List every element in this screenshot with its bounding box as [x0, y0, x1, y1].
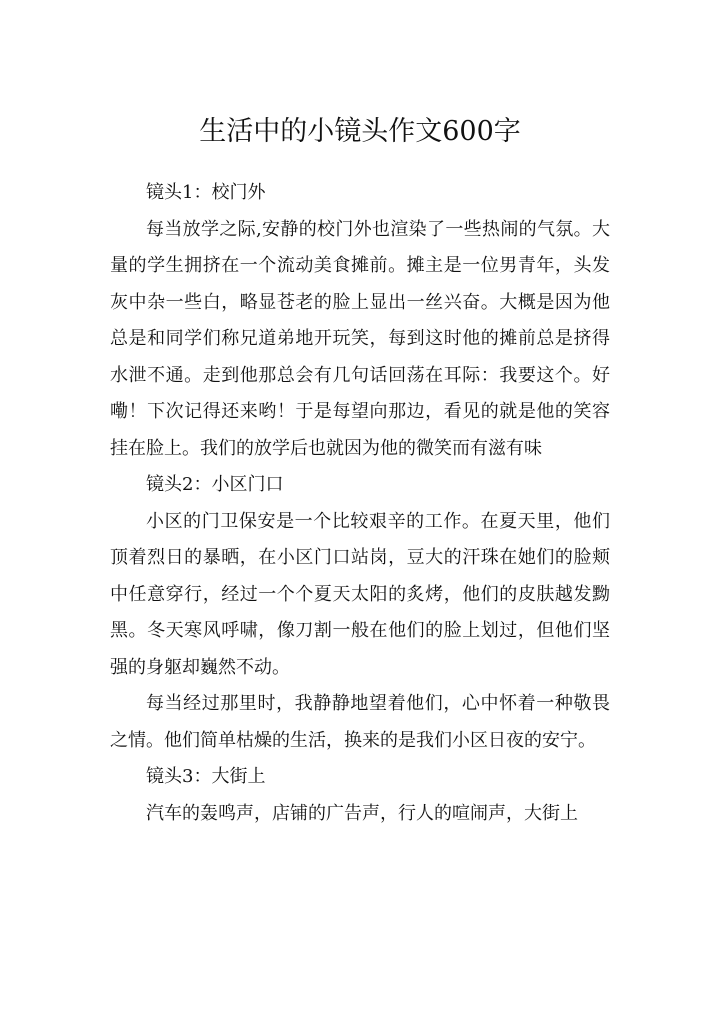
section-heading-2: 镜头2：小区门口: [146, 474, 284, 495]
document-body: [110, 175, 610, 832]
section-2-paragraph-2: 每当经过那里时，我静静地望着他们，心中怀着一种敬畏之情。他们简单枯燥的生活，换来的是我们小区日夜的安宁。: [110, 693, 610, 751]
document-title: 生活中的小镜头作文600字: [199, 116, 521, 147]
section-3-paragraph-1: 汽车的轰鸣声，店铺的广告声，行人的喧闹声，大街上: [146, 802, 578, 824]
section-heading-3: 镜头3：大街上: [146, 766, 266, 787]
section-1-paragraph-1: 每当放学之际,安静的校门外也渲染了一些热闹的气氛。大量的学生拥挤在一个流动美食摊前。摊主是一位男青年，头发灰中杂一些白，略显苍老的脸上显出一丝兴奋。大概是因为他总是和同学们称兄道弟地开玩笑，每到这时他的摊前总是挤得水泄不通。走到他那总会有几句话回荡在耳际：我要这个。好嘞！下次记得还来哟！于是每望向那边，看见的就是他的笑容挂在脸上。我们的放学后也就因为他的微笑而有滋有味: [110, 218, 610, 459]
section-2-paragraph-1: 小区的门卫保安是一个比较艰辛的工作。在夏天里，他们顶着烈日的暴晒，在小区门口站岗，豆大的汗珠在她们的脸颊中任意穿行，经过一个个夏天太阳的炙烤，他们的皮肤越发黝黑。冬天寒风呼啸，像刀割一般在他们的脸上划过，但他们坚强的身躯却巍然不动。: [110, 510, 610, 678]
section-heading-1: 镜头1：校门外: [146, 182, 266, 203]
